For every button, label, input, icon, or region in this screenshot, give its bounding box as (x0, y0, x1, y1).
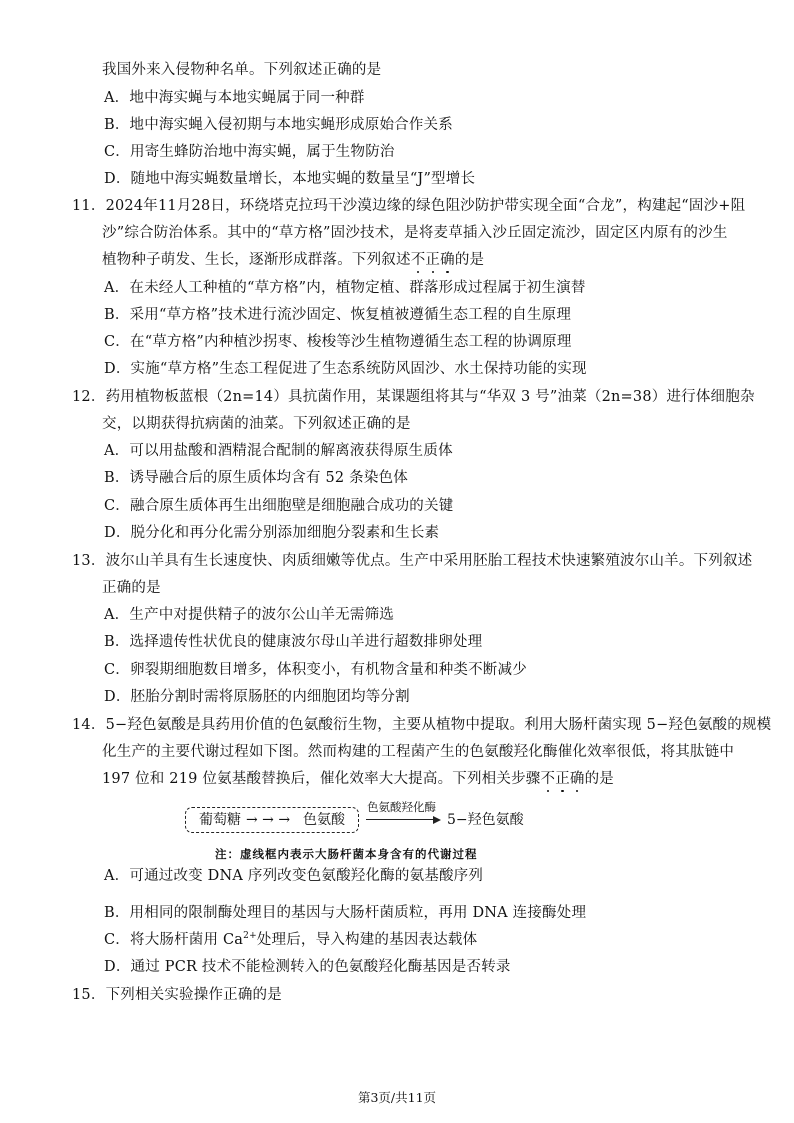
q10-option-b: B．地中海实蝇入侵初期与本地实蝇形成原始合作关系 (104, 117, 453, 133)
q11-option-b: B．采用“草方格”技术进行流沙固定、恢复植被遵循生态工程的自生原理 (104, 307, 572, 323)
q14-number: 14． (72, 717, 106, 733)
q14-option-d: D．通过 PCR 技术不能检测转入的色氨酸羟化酶基因是否转录 (104, 959, 511, 975)
q15-number: 15． (72, 987, 106, 1003)
q11-option-c: C．在“草方格”内种植沙拐枣、梭梭等沙生植物遵循生态工程的协调原理 (104, 334, 572, 350)
emphasis-dot-char: 不 (540, 771, 556, 787)
q11-option-d: D．实施“草方格”生态工程促进了生态系统防风固沙、水土保持功能的实现 (104, 361, 587, 377)
emphasis-dot-char: 正 (555, 771, 570, 787)
pathway-arrows: → → → (246, 812, 291, 828)
q12-option-d: D．脱分化和再分化需分别添加细胞分裂素和生长素 (104, 525, 440, 541)
q10-option-c: C．用寄生蜂防治地中海实蝇，属于生物防治 (104, 144, 395, 160)
diagram-note: 注：虚线框内表示大肠杆菌本身含有的代谢过程 (215, 847, 478, 861)
emphasis-dot-char: 不 (410, 252, 426, 268)
q10-stem-tail: 我国外来入侵物种名单。下列叙述正确的是 (102, 62, 382, 78)
q10-option-d: D．随地中海实蝇数量增长，本地实蝇的数量呈“J”型增长 (104, 171, 476, 187)
q14-stem-line3: 197 位和 219 位氨基酸替换后，催化效率大大提高。下列相关步骤不正确的是 (102, 771, 614, 787)
q15-stem: 15．下列相关实验操作正确的是 (72, 987, 282, 1003)
q11-stem-line1: 11．2024年11月28日，环绕塔克拉玛干沙漠边缘的绿色阻沙防护带实现全面“合龙”，构建起“固沙+阻 (72, 198, 746, 214)
q13-option-b: B．选择遗传性状优良的健康波尔母山羊进行超数排卵处理 (104, 634, 483, 650)
q14-option-a: A．可通过改变 DNA 序列改变色氨酸羟化酶的氨基酸序列 (104, 868, 484, 884)
q14-option-b: B．用相同的限制酶处理目的基因与大肠杆菌质粒，再用 DNA 连接酶处理 (104, 905, 587, 921)
q10-option-a: A．地中海实蝇与本地实蝇属于同一种群 (104, 90, 365, 106)
enzyme-label: 色氨酸羟化酶 (367, 800, 436, 814)
q14-stem-line2: 化生产的主要代谢过程如下图。然而构建的工程菌产生的色氨酸羟化酶催化效率很低，将其肽链中 (102, 744, 735, 760)
metabolic-pathway-diagram (185, 800, 525, 840)
q11-stem-line2: 沙”综合防治体系。其中的“草方格”固沙技术，是将麦草插入沙丘固定流沙，固定区内原有的沙生 (102, 225, 728, 241)
q11-number: 11． (72, 198, 106, 214)
q13-option-a: A．生产中对提供精子的波尔公山羊无需筛选 (104, 607, 394, 623)
product-label: 5−羟色氨酸 (447, 812, 524, 828)
emphasis-dot-char: 确 (569, 771, 585, 787)
glucose-label: 葡萄糖 (199, 812, 241, 828)
tryptophan-label: 色氨酸 (303, 812, 345, 828)
q12-option-b: B．诱导融合后的原生质体均含有 52 条染色体 (104, 470, 408, 486)
q14-stem-line1: 14．5−羟色氨酸是具药用价值的色氨酸衍生物，主要从植物中提取。利用大肠杆菌实现 5−羟色氨酸的规模 (72, 717, 772, 733)
q12-stem-line1: 12．药用植物板蓝根（2n=14）具抗菌作用，某课题组将其与“华双 3 号”油菜（2n=38）进行体细胞杂 (72, 389, 755, 405)
q13-stem-line1: 13．波尔山羊具有生长速度快、肉质细嫩等优点。生产中采用胚胎工程技术快速繁殖波尔山羊。下列叙述 (72, 553, 753, 569)
reaction-arrow-head-icon (433, 816, 441, 824)
reaction-arrow-line (366, 819, 434, 820)
q11-stem-line3: 植物种子萌发、生长，逐渐形成群落。下列叙述不正确的是 (102, 252, 485, 268)
q13-option-d: D．胚胎分割时需将原肠胚的内细胞团均等分割 (104, 689, 410, 705)
q12-stem-line2: 交，以期获得抗病菌的油菜。下列叙述正确的是 (102, 416, 411, 432)
q13-number: 13． (72, 553, 106, 569)
q11-option-a: A．在未经人工种植的“草方格”内，植物定植、群落形成过程属于初生演替 (104, 280, 586, 296)
q12-number: 12． (72, 389, 106, 405)
q13-stem-line2: 正确的是 (102, 580, 161, 596)
q13-option-c: C．卵裂期细胞数目增多，体积变小，有机物含量和种类不断减少 (104, 662, 527, 678)
page-number-footer: 第3页/共11页 (357, 1090, 437, 1105)
q12-option-c: C．融合原生质体再生出细胞壁是细胞融合成功的关键 (104, 498, 454, 514)
emphasis-dot-char: 确 (440, 252, 455, 268)
q12-option-a: A．可以用盐酸和酒精混合配制的解离液获得原生质体 (104, 443, 453, 459)
q14-option-c: C．将大肠杆菌用 $Ca^{2+}$处理后，导入构建的基因表达载体 (104, 931, 478, 948)
emphasis-dot-char: 正 (425, 252, 441, 268)
